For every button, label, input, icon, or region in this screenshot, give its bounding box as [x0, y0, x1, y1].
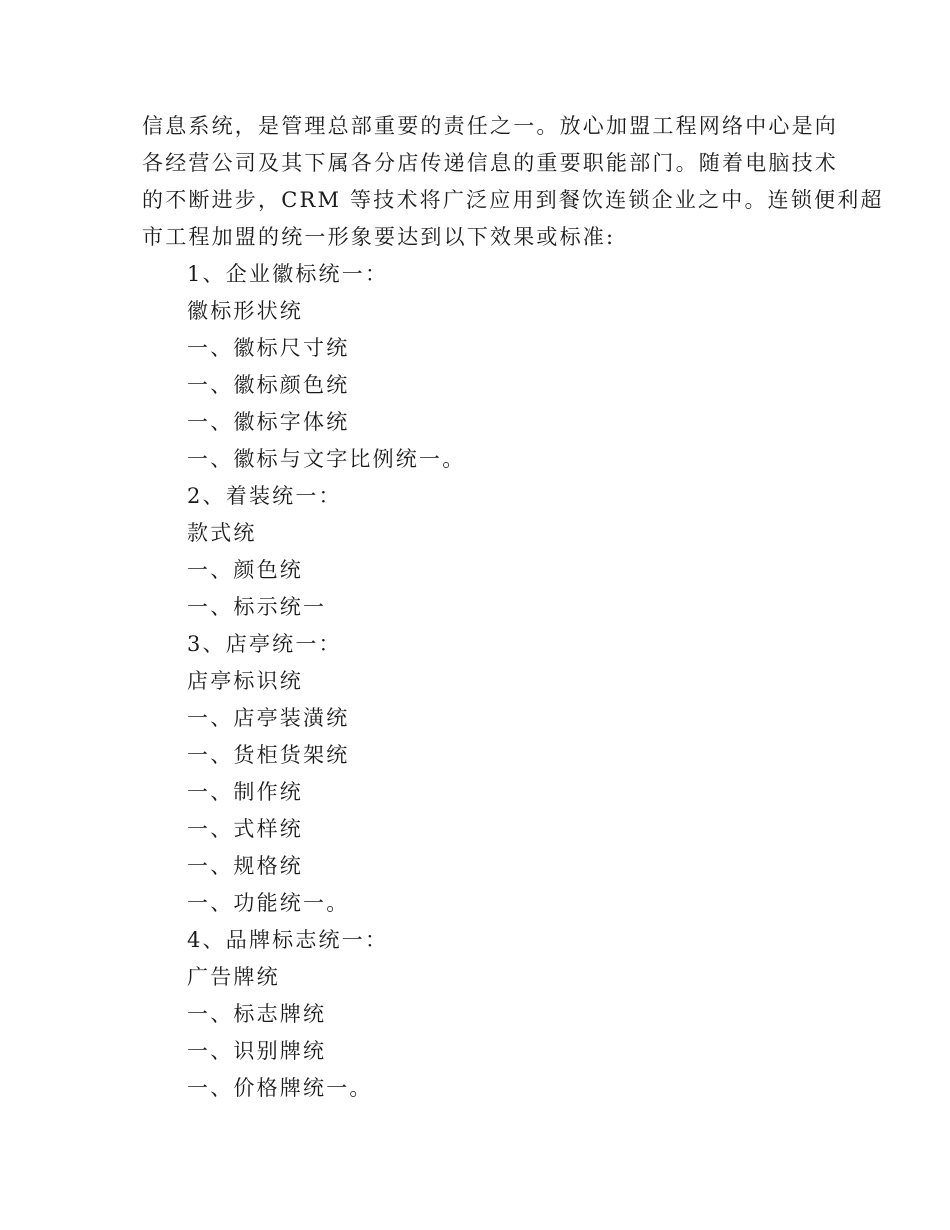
- list-item: 一、制作统: [187, 780, 303, 804]
- list-item: 一、功能统一。: [187, 891, 350, 915]
- list-item: 一、徽标字体统: [187, 410, 350, 434]
- section-heading: 3、店亭统一：: [187, 632, 342, 656]
- paragraph-line: 市工程加盟的统一形象要达到以下效果或标准:: [142, 225, 616, 249]
- paragraph-line: 的不断进步，CRM 等技术将广泛应用到餐饮连锁企业之中。连锁便利超: [142, 188, 884, 212]
- list-item: 一、识别牌统: [187, 1039, 327, 1063]
- section-heading: 4、品牌标志统一：: [187, 928, 389, 952]
- paragraph-line: 信息系统，是管理总部重要的责任之一。放心加盟工程网络中心是向: [142, 114, 838, 138]
- list-item: 一、式样统: [187, 817, 303, 841]
- list-item: 款式统: [187, 521, 257, 545]
- section-heading: 1、企业徽标统一：: [187, 262, 389, 286]
- list-item: 一、货柜货架统: [187, 743, 350, 767]
- list-item: 店亭标识统: [187, 669, 303, 693]
- list-item: 一、颜色统: [187, 558, 303, 582]
- list-item: 一、徽标尺寸统: [187, 336, 350, 360]
- list-item: 一、价格牌统一。: [187, 1076, 373, 1100]
- list-item: 广告牌统: [187, 965, 280, 989]
- section-heading: 2、着装统一：: [187, 484, 342, 508]
- list-item: 一、标志牌统: [187, 1002, 327, 1026]
- list-item: 徽标形状统: [187, 299, 303, 323]
- list-item: 一、标示统一: [187, 595, 327, 619]
- list-item: 一、徽标与文字比例统一。: [187, 447, 466, 471]
- list-item: 一、规格统: [187, 854, 303, 878]
- list-item: 一、店亭装潢统: [187, 706, 350, 730]
- list-item: 一、徽标颜色统: [187, 373, 350, 397]
- paragraph-line: 各经营公司及其下属各分店传递信息的重要职能部门。随着电脑技术: [142, 151, 838, 175]
